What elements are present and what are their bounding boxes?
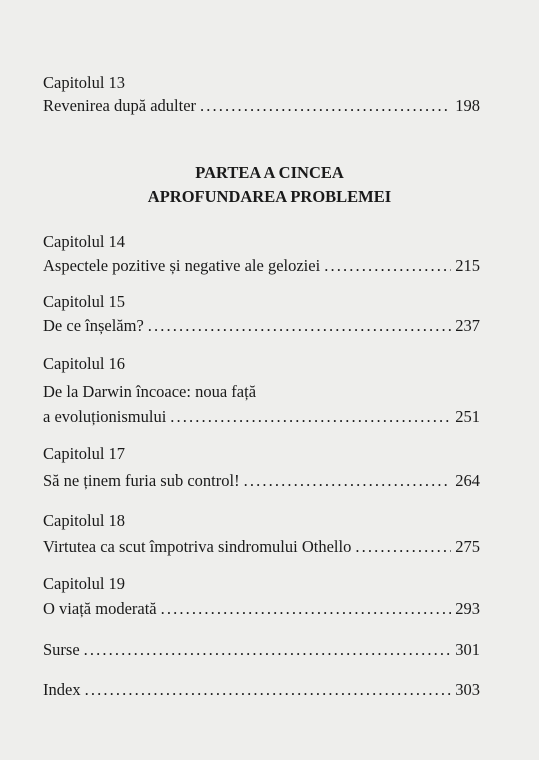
dot-leader <box>84 640 452 660</box>
toc-entry <box>43 599 480 619</box>
chapter-title: Revenirea după adulter <box>43 96 197 115</box>
page-number: 198 <box>455 96 480 115</box>
chapter-label: Capitolul 14 <box>43 232 126 251</box>
page-number: 251 <box>455 407 480 426</box>
toc-entry <box>43 316 480 336</box>
page-number: 293 <box>455 599 480 618</box>
chapter-title-line1: De la Darwin încoace: noua față <box>43 382 257 401</box>
toc-entry <box>43 407 480 427</box>
backmatter-title: Surse <box>43 640 80 659</box>
chapter-title: Aspectele pozitive și negative ale geloziei <box>43 256 321 275</box>
page-number: 275 <box>455 537 480 556</box>
page-number: 264 <box>455 471 480 490</box>
dot-leader <box>148 316 451 336</box>
dot-leader <box>170 407 451 427</box>
part-title-heading: APROFUNDAREA PROBLEMEI <box>147 187 392 206</box>
dot-leader <box>355 537 451 557</box>
chapter-title: Virtutea ca scut împotriva sindromului Othello <box>43 537 352 556</box>
backmatter-title: Index <box>43 680 81 699</box>
chapter-label: Capitolul 15 <box>43 292 126 311</box>
page-number: 301 <box>455 640 480 659</box>
dot-leader <box>161 599 452 619</box>
dot-leader <box>85 680 452 700</box>
dot-leader <box>324 256 451 276</box>
dot-leader <box>200 96 451 116</box>
part-number-heading: PARTEA A CINCEA <box>195 163 344 182</box>
toc-entry <box>43 471 480 491</box>
chapter-title: a evoluționismului <box>43 407 167 426</box>
toc-entry-sources <box>43 640 480 660</box>
chapter-label: Capitolul 18 <box>43 511 126 530</box>
page-number: 237 <box>455 316 480 335</box>
chapter-label: Capitolul 16 <box>43 354 126 373</box>
chapter-label: Capitolul 13 <box>43 73 126 92</box>
toc-entry <box>43 537 480 557</box>
toc-entry <box>43 256 480 276</box>
toc-entry <box>43 96 480 116</box>
chapter-title: O viață moderată <box>43 599 157 618</box>
chapter-label: Capitolul 19 <box>43 574 126 593</box>
dot-leader <box>244 471 452 491</box>
toc-entry-index <box>43 680 480 700</box>
page-number: 303 <box>455 680 480 699</box>
chapter-title: De ce înșelăm? <box>43 316 144 335</box>
chapter-title: Să ne ținem furia sub control! <box>43 471 240 490</box>
page-number: 215 <box>455 256 480 275</box>
chapter-label: Capitolul 17 <box>43 444 126 463</box>
